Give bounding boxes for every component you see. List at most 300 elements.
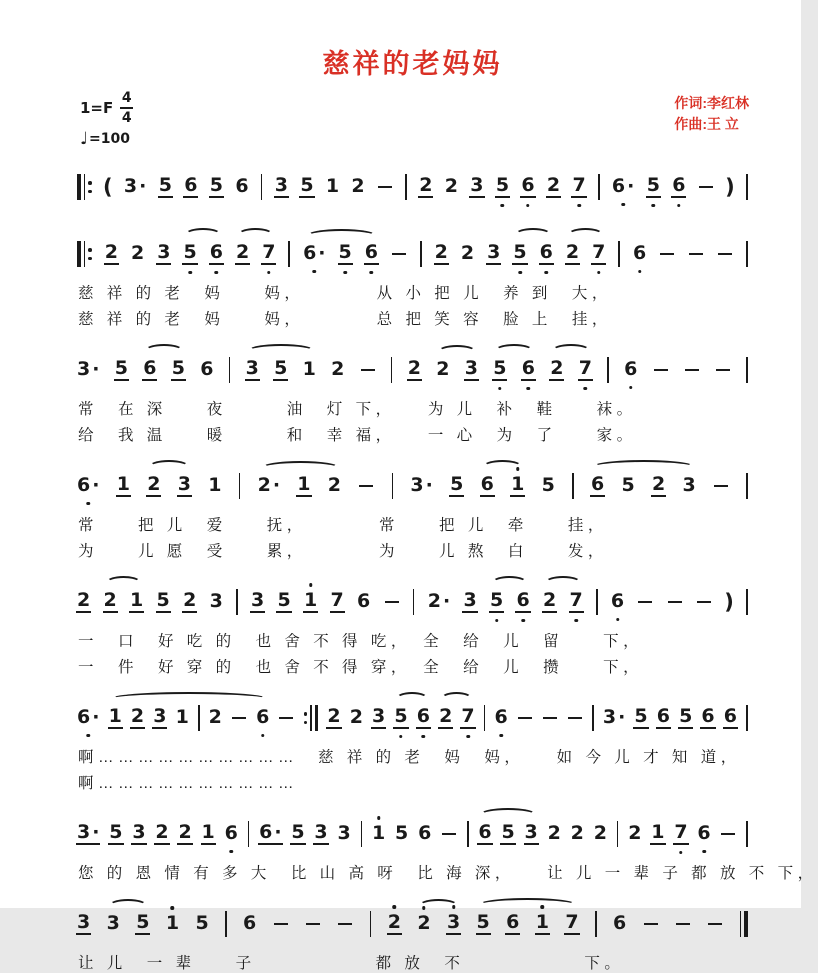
note-token: 3 bbox=[446, 913, 461, 935]
note-token: 5 bbox=[679, 705, 693, 727]
note-token: 5 bbox=[277, 589, 291, 611]
duration-dash bbox=[378, 186, 392, 188]
music-system bbox=[76, 806, 818, 883]
note-token: 7 bbox=[261, 243, 276, 265]
note-token: 1 bbox=[325, 175, 340, 197]
barline bbox=[596, 589, 598, 615]
music-system bbox=[76, 226, 749, 329]
slur-arc bbox=[552, 344, 590, 357]
note-token: 2 bbox=[104, 241, 118, 263]
note-token: 6 bbox=[671, 176, 686, 198]
note-token: 2 bbox=[130, 242, 145, 264]
note-token: 3 bbox=[106, 912, 120, 934]
notation-line bbox=[76, 159, 749, 213]
note-token: 1 bbox=[297, 473, 311, 495]
duration-dash bbox=[279, 717, 293, 719]
tempo-marking bbox=[80, 129, 133, 149]
note-token: 2 · bbox=[257, 474, 281, 496]
note-token: 3 bbox=[524, 821, 538, 843]
note-token: 2 bbox=[628, 822, 642, 844]
barline bbox=[413, 589, 415, 615]
note-token: 1 bbox=[510, 475, 525, 497]
note-token: 6 bbox=[209, 243, 224, 265]
note-token: 2 bbox=[419, 174, 433, 196]
note-token: 6 bbox=[591, 473, 605, 495]
note-token: 5 bbox=[156, 589, 170, 611]
barline bbox=[261, 174, 263, 200]
slur-arc bbox=[396, 692, 428, 705]
octave-dot-below bbox=[422, 735, 426, 739]
duration-dash bbox=[668, 601, 682, 603]
quarter-note-icon: ♩ bbox=[80, 129, 89, 149]
note-token: 3 · bbox=[602, 706, 626, 728]
octave-dot-above bbox=[541, 905, 545, 909]
slur-arc bbox=[479, 898, 576, 911]
duration-dash bbox=[359, 485, 373, 487]
page-title: 慈祥的老妈妈 bbox=[322, 49, 503, 79]
duration-dash bbox=[685, 369, 699, 371]
barline bbox=[248, 821, 250, 847]
music-system bbox=[76, 342, 749, 445]
note-token: 3 bbox=[250, 589, 265, 611]
duration-dash bbox=[721, 833, 735, 835]
duration-dash bbox=[392, 253, 406, 255]
note-token: 5 bbox=[541, 474, 555, 496]
note-token: 1 bbox=[116, 473, 130, 495]
slur-arc bbox=[441, 692, 472, 705]
octave-dot-below bbox=[343, 271, 347, 275]
note-token: 7 bbox=[571, 176, 586, 198]
barline bbox=[391, 357, 393, 383]
duration-dash bbox=[714, 485, 728, 487]
barline bbox=[607, 357, 609, 383]
note-token: 3 bbox=[682, 474, 696, 496]
lyrics-line: 让 儿 一 辈 子 都 放 不 下。 bbox=[78, 955, 625, 972]
duration-dash bbox=[716, 369, 730, 371]
slur-arc bbox=[149, 460, 189, 473]
time-signature-top: 4 bbox=[121, 90, 132, 106]
note-token: 2 bbox=[130, 705, 145, 727]
octave-dot-below bbox=[584, 387, 588, 391]
note-token: 2 bbox=[550, 357, 564, 379]
note-token: 6 bbox=[506, 911, 520, 933]
note-token: 5 bbox=[209, 174, 224, 196]
octave-dot-above bbox=[393, 905, 397, 909]
barline bbox=[746, 357, 748, 383]
note-token: 2 bbox=[208, 706, 222, 728]
note-token: 6 · bbox=[611, 177, 635, 197]
score bbox=[76, 157, 818, 973]
barline bbox=[239, 473, 241, 499]
octave-dot-below bbox=[188, 271, 192, 275]
lyrics-line: 常 在 深 夜 油 灯 下， 为 儿 补 鞋 袜。 bbox=[78, 401, 637, 418]
note-token: 5 bbox=[338, 243, 353, 265]
octave-dot-below bbox=[597, 271, 601, 275]
slur-arc bbox=[568, 228, 603, 241]
note-token: 6 bbox=[364, 243, 379, 265]
lyrics-line: 为 儿 愿 受 累， 为 儿 熬 白 发， bbox=[78, 543, 608, 560]
note-token: 6 bbox=[612, 912, 627, 934]
note-token: 2 bbox=[103, 589, 117, 611]
octave-dot-below bbox=[313, 270, 317, 274]
notation-line bbox=[76, 896, 749, 950]
tempo-value: =100 bbox=[89, 131, 130, 147]
note-token: 3 · bbox=[123, 175, 147, 197]
note-token: 2 bbox=[436, 358, 450, 380]
note-token: 5 bbox=[109, 821, 123, 843]
note-token: 3 bbox=[464, 357, 478, 379]
note-token: 2 bbox=[155, 821, 169, 843]
music-system bbox=[76, 690, 749, 793]
octave-dot-below bbox=[702, 850, 706, 854]
duration-dash bbox=[697, 601, 711, 603]
note-token: 6 bbox=[224, 824, 239, 844]
note-token: 5 bbox=[489, 591, 504, 613]
octave-dot-below bbox=[86, 734, 90, 738]
barline bbox=[392, 473, 394, 499]
note-token: 2 bbox=[439, 705, 453, 727]
note-token: 1 bbox=[302, 358, 316, 380]
note-token: 7 bbox=[565, 911, 579, 933]
barline bbox=[198, 705, 200, 731]
note-token: 5 bbox=[492, 359, 507, 381]
octave-dot-below bbox=[215, 271, 219, 275]
note-token: 2 bbox=[434, 241, 448, 263]
octave-dot-below bbox=[652, 204, 656, 208]
note-token: 6 bbox=[200, 358, 214, 380]
note-token: 5 bbox=[195, 912, 209, 934]
duration-dash bbox=[654, 369, 668, 371]
note-token: 5 bbox=[512, 243, 527, 265]
note-token: 6 · bbox=[259, 821, 282, 843]
barline bbox=[420, 241, 422, 267]
duration-dash bbox=[568, 717, 582, 719]
note-token: 6 bbox=[632, 244, 647, 264]
note-token: 5 bbox=[646, 176, 661, 198]
note-token: 2 bbox=[235, 241, 250, 263]
note-token: 3 bbox=[132, 821, 146, 843]
slur-arc bbox=[515, 228, 551, 241]
octave-dot-below bbox=[261, 734, 265, 738]
note-token: 7 bbox=[591, 243, 606, 265]
note-token: 5 bbox=[291, 821, 305, 843]
note-token: 2 bbox=[546, 174, 561, 196]
note-token: 5 bbox=[274, 357, 288, 379]
slur-arc bbox=[495, 344, 533, 357]
note-token: 1 bbox=[165, 914, 180, 934]
barline bbox=[746, 589, 748, 615]
note-token: 3 bbox=[209, 590, 223, 612]
note-token: 2 bbox=[183, 589, 197, 611]
final-barline bbox=[740, 911, 748, 937]
duration-dash bbox=[385, 601, 399, 603]
lyrics-line: 一 件 好 穿 的 也 舍 不 得 穿， 全 给 儿 攒 下， bbox=[78, 659, 644, 676]
music-system bbox=[76, 458, 749, 561]
octave-dot-below bbox=[527, 387, 531, 391]
octave-dot-below bbox=[466, 735, 470, 739]
note-token: 1 bbox=[303, 591, 318, 613]
octave-dot-below bbox=[616, 618, 620, 622]
note-token: 6 · bbox=[302, 244, 326, 264]
notation-line bbox=[76, 458, 749, 512]
barline bbox=[229, 357, 231, 383]
octave-dot-above bbox=[422, 906, 426, 910]
duration-dash bbox=[361, 369, 375, 371]
barline bbox=[572, 473, 574, 499]
slur-arc bbox=[593, 460, 694, 473]
parenthesis: ) bbox=[725, 175, 735, 199]
duration-dash bbox=[543, 717, 557, 719]
note-token: 2 bbox=[349, 706, 363, 728]
note-token: 3 · bbox=[410, 474, 433, 496]
begin-repeat-barline bbox=[77, 174, 92, 200]
note-token: 6 bbox=[418, 822, 432, 844]
barline bbox=[746, 241, 748, 267]
barline bbox=[236, 589, 238, 615]
note-token: 3 bbox=[463, 589, 477, 611]
note-token: 3 bbox=[487, 241, 501, 263]
note-token: 7 bbox=[569, 591, 584, 613]
octave-dot-above bbox=[516, 467, 520, 471]
duration-dash bbox=[338, 923, 352, 925]
note-token: 7 bbox=[460, 707, 475, 729]
octave-dot-below bbox=[545, 271, 549, 275]
duration-dash bbox=[708, 923, 722, 925]
note-token: 7 bbox=[673, 823, 688, 845]
note-token: 3 bbox=[314, 821, 328, 843]
begin-repeat-barline bbox=[77, 241, 92, 267]
octave-dot-below bbox=[86, 502, 90, 506]
note-token: 6 bbox=[255, 708, 270, 728]
notation-line bbox=[76, 342, 749, 396]
barline bbox=[225, 911, 227, 937]
octave-dot-below bbox=[638, 270, 642, 274]
note-token: 6 bbox=[520, 176, 535, 198]
note-token: 7 bbox=[330, 589, 344, 611]
octave-dot-above bbox=[452, 905, 456, 909]
note-token: 3 bbox=[153, 705, 167, 727]
note-token: 6 bbox=[478, 821, 492, 843]
octave-dot-below bbox=[399, 735, 403, 739]
slur-arc bbox=[248, 344, 314, 357]
lyrics-line: 慈 祥 的 老 妈 妈， 从 小 把 儿 养 到 大， bbox=[78, 285, 612, 302]
note-token: 3 bbox=[177, 473, 191, 495]
note-token: 2 bbox=[593, 822, 607, 844]
note-token: 3 bbox=[274, 174, 289, 196]
slur-arc bbox=[106, 576, 141, 589]
octave-dot-below bbox=[677, 204, 681, 208]
duration-dash bbox=[232, 717, 246, 719]
note-token: 1 bbox=[108, 705, 122, 727]
duration-dash bbox=[718, 253, 732, 255]
note-token: 2 bbox=[416, 914, 431, 934]
barline bbox=[595, 911, 597, 937]
note-token: 5 bbox=[501, 821, 515, 843]
note-token: 5 bbox=[621, 474, 635, 496]
note-token: 2 bbox=[178, 821, 192, 843]
fraction-line bbox=[120, 107, 133, 109]
note-token: 6 bbox=[610, 592, 625, 612]
note-token: 2 bbox=[77, 589, 91, 611]
key-signature-block bbox=[80, 91, 133, 149]
duration-dash bbox=[274, 923, 288, 925]
slur-arc bbox=[545, 576, 581, 589]
duration-dash bbox=[306, 923, 320, 925]
barline bbox=[746, 174, 748, 200]
note-token: 3 bbox=[372, 705, 386, 727]
note-token: 2 bbox=[331, 358, 345, 380]
barline bbox=[361, 821, 363, 847]
octave-dot-above bbox=[309, 583, 313, 587]
note-token: 6 bbox=[701, 705, 715, 727]
note-token: 3 bbox=[157, 241, 171, 263]
note-token: 2 bbox=[407, 357, 421, 379]
note-token: 5 bbox=[450, 473, 464, 495]
note-token: 6 bbox=[623, 360, 638, 380]
barline bbox=[370, 911, 372, 937]
note-token: 5 bbox=[395, 822, 409, 844]
note-token: 6 bbox=[143, 357, 157, 379]
note-token: 6 bbox=[480, 473, 494, 495]
note-token: 5 bbox=[393, 707, 408, 729]
note-token: 6 bbox=[184, 174, 198, 196]
music-system bbox=[76, 159, 749, 213]
note-token: 2 bbox=[460, 242, 475, 264]
octave-dot-above bbox=[377, 816, 381, 820]
note-token: 6 bbox=[357, 590, 371, 612]
note-token: 5 bbox=[634, 705, 648, 727]
note-token: 2 bbox=[652, 473, 666, 495]
note-token: 5 bbox=[495, 176, 510, 198]
slur-arc bbox=[492, 576, 527, 589]
note-token: 2 bbox=[327, 705, 341, 727]
note-token: 2 · bbox=[427, 590, 451, 612]
note-token: 3 bbox=[77, 911, 91, 933]
barline bbox=[484, 705, 486, 731]
duration-dash bbox=[699, 186, 713, 188]
note-token: 6 bbox=[416, 707, 431, 729]
octave-dot-below bbox=[574, 619, 578, 623]
duration-dash bbox=[442, 833, 456, 835]
lyrics-line: 给 我 温 暖 和 幸 福， 一 心 为 了 家。 bbox=[78, 427, 637, 444]
barline bbox=[288, 241, 290, 267]
notation-line bbox=[76, 806, 749, 860]
barline bbox=[598, 174, 600, 200]
slur-arc bbox=[238, 228, 273, 241]
slur-arc bbox=[145, 344, 183, 357]
octave-dot-below bbox=[267, 271, 271, 275]
slur-arc bbox=[185, 228, 221, 241]
duration-dash bbox=[518, 717, 532, 719]
credits-block bbox=[674, 93, 749, 135]
time-signature-bottom: 4 bbox=[121, 110, 132, 126]
note-token: 1 bbox=[371, 824, 386, 844]
note-token: 6 bbox=[243, 912, 257, 934]
barline bbox=[467, 821, 469, 847]
note-token: 3 bbox=[470, 174, 484, 196]
note-token: 5 bbox=[476, 911, 490, 933]
note-token: 3 · bbox=[77, 821, 100, 843]
octave-dot-below bbox=[499, 734, 503, 738]
note-token: 2 bbox=[387, 913, 402, 935]
note-token: 2 bbox=[351, 175, 365, 197]
note-token: 5 bbox=[114, 357, 128, 379]
music-system bbox=[76, 574, 749, 677]
lyrics-line: 您 的 恩 情 有 多 大 比 山 高 呀 比 海 深， 让 儿 一 辈 子 都 放 不 下， bbox=[78, 865, 818, 882]
note-token: 2 bbox=[542, 589, 557, 611]
duration-dash bbox=[660, 253, 674, 255]
lyrics-line: 慈 祥 的 老 妈 妈， 总 把 笑 容 脸 上 挂， bbox=[78, 311, 612, 328]
duration-dash bbox=[644, 923, 658, 925]
note-token: 6 bbox=[539, 243, 554, 265]
octave-dot-above bbox=[171, 906, 175, 910]
note-token: 1 bbox=[201, 821, 215, 843]
lyrics-line: 一 口 好 吃 的 也 舍 不 得 吃， 全 给 儿 留 下， bbox=[78, 633, 644, 650]
parenthesis: ) bbox=[724, 590, 734, 614]
note-token: 5 bbox=[171, 357, 185, 379]
barline bbox=[617, 821, 619, 847]
octave-dot-below bbox=[679, 851, 683, 855]
octave-dot-below bbox=[501, 204, 505, 208]
note-token: 5 bbox=[182, 243, 197, 265]
barline bbox=[746, 473, 748, 499]
note-token: 2 bbox=[570, 822, 584, 844]
note-token: 1 bbox=[208, 474, 222, 496]
octave-dot-below bbox=[621, 203, 625, 207]
duration-dash bbox=[689, 253, 703, 255]
lyrics-line: 啊………………………… bbox=[78, 775, 299, 792]
note-token: 6 bbox=[521, 359, 536, 381]
octave-dot-below bbox=[518, 271, 522, 275]
octave-dot-below bbox=[521, 619, 525, 623]
note-token: 3 · bbox=[77, 358, 100, 380]
barline bbox=[592, 705, 594, 731]
note-token: 2 bbox=[327, 474, 342, 496]
note-token: 6 bbox=[235, 175, 249, 197]
note-token: 6 · bbox=[76, 476, 100, 496]
note-token: 2 bbox=[565, 241, 580, 263]
note-token: 3 bbox=[337, 822, 351, 844]
barline bbox=[405, 174, 407, 200]
slur-arc bbox=[480, 808, 536, 821]
composer-credit: 作曲:王 立 bbox=[674, 116, 739, 132]
key-label: 1=F bbox=[80, 99, 114, 117]
note-token: 6 bbox=[696, 824, 711, 844]
note-token: 6 bbox=[723, 705, 737, 727]
octave-dot-below bbox=[370, 271, 374, 275]
duration-dash bbox=[638, 601, 652, 603]
barline bbox=[746, 821, 748, 847]
lyrics-line: 啊………………………… 慈 祥 的 老 妈 妈， 如 今 儿 才 知 道， bbox=[78, 749, 741, 766]
note-token: 3 bbox=[245, 357, 259, 379]
octave-dot-below bbox=[498, 387, 502, 391]
note-token: 6 bbox=[656, 705, 670, 727]
note-token: 5 bbox=[136, 911, 150, 933]
octave-dot-below bbox=[629, 386, 633, 390]
note-token: 1 bbox=[535, 913, 550, 935]
barline bbox=[746, 705, 748, 731]
note-token: 2 bbox=[147, 473, 161, 495]
slur-arc bbox=[111, 692, 267, 705]
barline bbox=[618, 241, 620, 267]
parenthesis: ( bbox=[103, 175, 113, 199]
note-token: 5 bbox=[158, 174, 172, 196]
end-repeat-barline bbox=[304, 705, 319, 731]
octave-dot-below bbox=[229, 850, 233, 854]
note-token: 1 bbox=[175, 706, 189, 728]
time-signature bbox=[120, 91, 133, 125]
notation-line bbox=[76, 574, 749, 628]
